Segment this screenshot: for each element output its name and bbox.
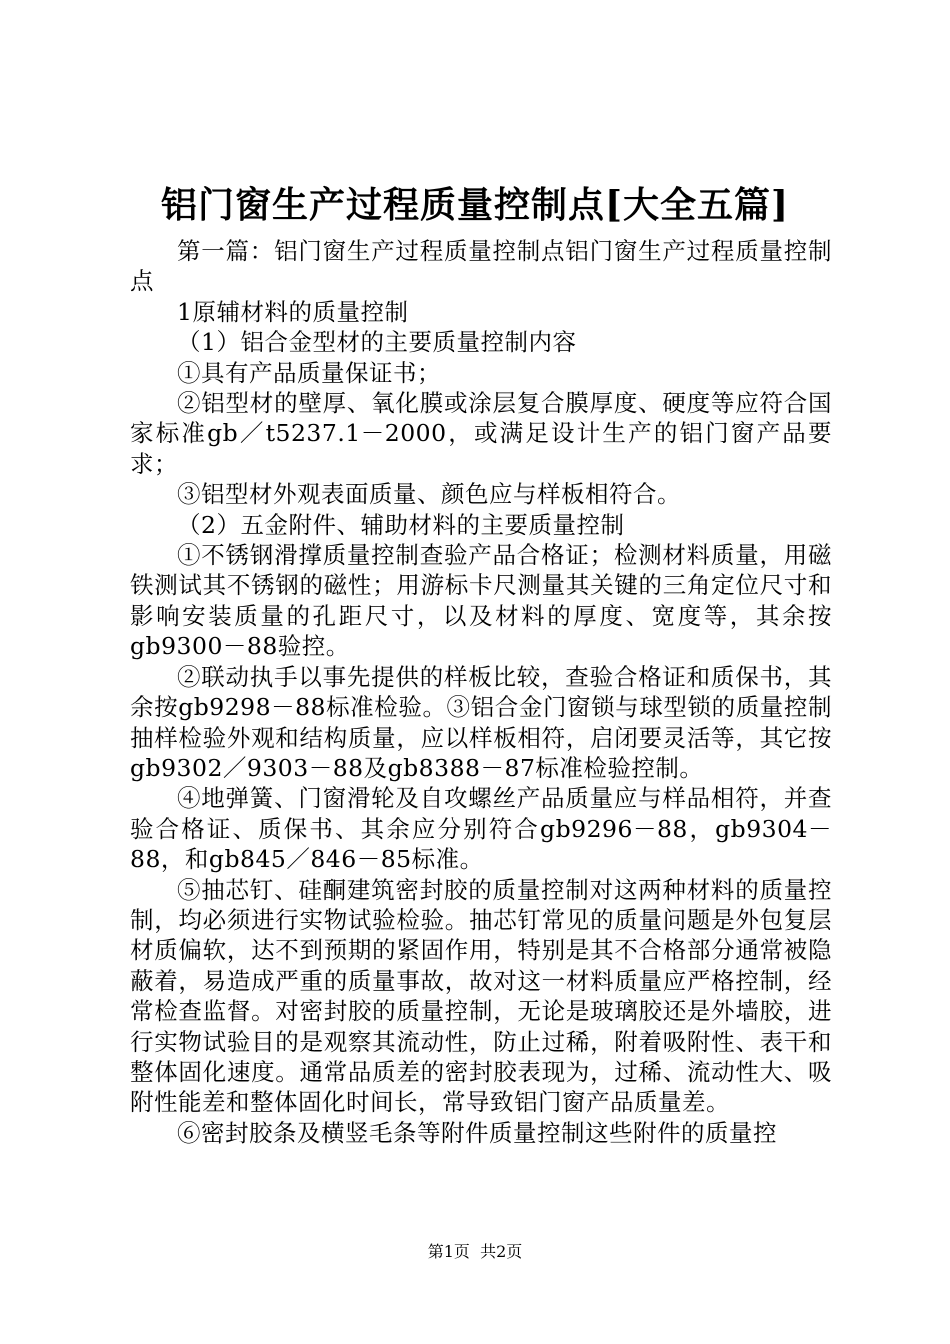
paragraph-11: ⑤抽芯钉、硅酮建筑密封胶的质量控制对这两种材料的质量控制，均必须进行实物试验检验。抽芯钉常见的质量问题是外包复层材质偏软，达不到预期的紧固作用，特别是其不合格部分通常被隐蔽着，易造成严重的质量事故，故对这一材料质量应严格控制，经常检查监督。对密封胶的质量控制，无论是玻璃胶还是外墙胶，进行实物试验目的是观察其流动性，防止过稀，附着吸附性、表干和整体固化速度。通常品质差的密封胶表现为，过稀、流动性大、吸附性能差和整体固化时间长，常导致铝门窗产品质量差。 (130, 875, 832, 1117)
paragraph-7: （2）五金附件、辅助材料的主要质量控制 (177, 510, 625, 539)
paragraph-4: ①具有产品质量保证书； (177, 358, 441, 387)
document-body (130, 236, 832, 1148)
paragraph-12: ⑥密封胶条及横竖毛条等附件质量控制这些附件的质量控 (177, 1118, 777, 1147)
paragraph-3: （1）铝合金型材的主要质量控制内容 (177, 328, 577, 357)
paragraph-2: 1原辅材料的质量控制 (177, 297, 409, 326)
paragraph-6: ③铝型材外观表面质量、颜色应与样板相符合。 (177, 480, 681, 509)
paragraph-5: ②铝型材的壁厚、氧化膜或涂层复合膜厚度、硬度等应符合国家标准gb／t5237.1－2000，或满足设计生产的铝门窗产品要求； (130, 389, 832, 478)
paragraph-10: ④地弹簧、门窗滑轮及自攻螺丝产品质量应与样品相符，并查验合格证、质保书、其余应分别符合gb9296－88，gb9304－88，和gb845／846－85标准。 (130, 784, 832, 874)
paragraph-1: 第一篇：铝门窗生产过程质量控制点铝门窗生产过程质量控制点 (130, 237, 832, 296)
paragraph-8: ①不锈钢滑撑质量控制查验产品合格证；检测材料质量，用磁铁测试其不锈钢的磁性；用游标卡尺测量其关键的三角定位尺寸和影响安装质量的孔距尺寸，以及材料的厚度、宽度等，其余按gb9300－88验控。 (130, 541, 832, 661)
paragraph-9: ②联动执手以事先提供的样板比较，查验合格证和质保书，其余按gb9298－88标准检验。③铝合金门窗锁与球型锁的质量控制抽样检验外观和结构质量，应以样板相符，启闭要灵活等，其它按gb9302／9303－88及gb8388－87标准检验控制。 (130, 662, 832, 782)
document-title: 铝门窗生产过程质量控制点[大全五篇] (160, 184, 790, 226)
page-number-footer: 第1页 共2页 (427, 1242, 523, 1261)
